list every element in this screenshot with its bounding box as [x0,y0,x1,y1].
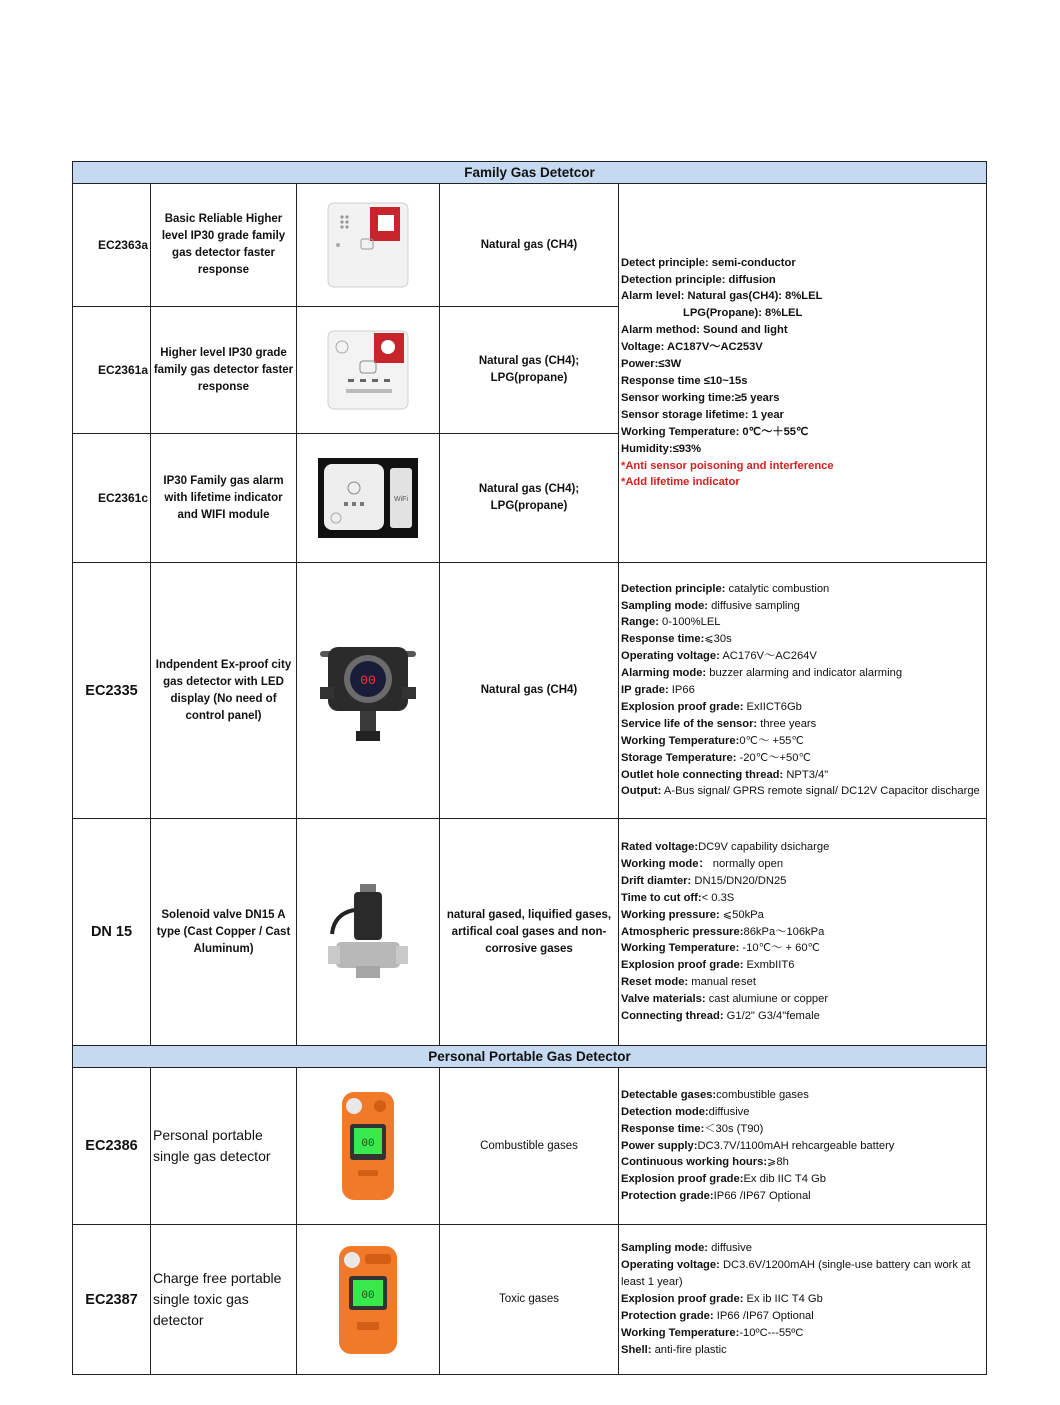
spec-line: Explosion proof grade: ExIICT6Gb [621,700,802,713]
led-display: 00 [360,672,376,688]
product-row [73,1068,987,1225]
product-row [73,184,987,307]
spec-line: Sampling mode: diffusive sampling [621,599,800,612]
spec-line: Operating voltage: DC3.6V/1200mAH (single-use battery can work at least 1 year) [621,1259,971,1289]
spec-line: Working pressure: ⩽50kPa [621,908,764,921]
model-number: DN 15 [73,819,151,1046]
lcd-display: 00 [361,1138,375,1150]
product-image-ec2361c [297,434,440,563]
spec-line: Alarm method: Sound and light [621,324,788,337]
spec-line: Output: A-Bus signal/ GPRS remote signal/ DC12V Capacitor discharge [621,785,980,798]
spec-line: Alarming mode: buzzer alarming and indicator alarming [621,667,903,680]
spec-line: Connecting thread: G1/2" G3/4"female [621,1010,820,1023]
model-number: EC2386 [73,1068,151,1225]
product-image-ec2387 [297,1225,440,1375]
gas-type: Toxic gases [440,1225,619,1375]
spec-line: Working Temperature: -10℃～ + 60℃ [621,942,821,955]
spec-line: Explosion proof grade: ExmbIIT6 [621,959,795,972]
lcd-display: 00 [361,1289,375,1302]
ec2387-spec-list [619,1225,987,1375]
wifi-label: WiFi [394,496,408,503]
spec-line: Response time:⩽30s [621,633,732,646]
spec-line: Working Temperature: 0℃～＋55℃ [621,425,809,438]
ec2386-spec-list [619,1068,987,1225]
portable-detector-icon [338,1088,398,1204]
gas-type: natural gased, liquified gases, artifical coal gases and non-corrosive gases [440,819,619,1046]
gas-type: Natural gas (CH4); LPG(propane) [440,307,619,434]
gas-detector-icon [322,327,414,413]
spec-line: Detection principle: catalytic combustion [621,582,830,595]
spec-highlight: *Anti sensor poisoning and interference [621,459,834,472]
spec-line: Working Temperature:-10ºC---55ºC [621,1326,804,1339]
spec-line: Power supply:DC3.7V/1100mAH rehcargeable battery [621,1139,895,1152]
spec-line: Operating voltage: AC176V～AC264V [621,650,817,663]
section-title: Personal Portable Gas Detector [73,1046,987,1068]
spec-line: Protection grade: IP66 /IP67 Optional [621,1309,814,1322]
spec-line: Valve materials: cast alumiune or copper [621,993,829,1006]
spec-line: Detectable gases:combustible gases [621,1088,809,1101]
ec2335-spec-list [619,563,987,819]
product-image-ec2361a [297,307,440,434]
spec-line: Sensor storage lifetime: 1 year [621,408,784,421]
dn15-spec-list [619,819,987,1046]
model-number: EC2361a [73,307,151,434]
product-row [73,563,987,819]
spec-line: Detection principle: diffusion [621,273,776,286]
spec-line: LPG(Propane): 8%LEL [683,307,803,320]
model-number: EC2361c [73,434,151,563]
spec-line: Power:≤3W [621,358,682,371]
spec-highlight: *Add lifetime indicator [621,476,740,489]
wifi-gas-detector-icon [318,458,418,538]
model-number: EC2335 [73,563,151,819]
spec-line: Response time ≤10~15s [621,375,748,387]
product-row [73,1225,987,1375]
spec-line: Detect principle: semi-conductor [621,256,796,269]
spec-line: Protection grade:IP66 /IP67 Optional [621,1190,811,1203]
spec-line: Continuous working hours:⩾8h [621,1156,789,1169]
spec-line: Voltage: AC187V～AC253V [621,341,763,354]
product-description: Higher level IP30 grade family gas detector faster response [151,307,297,434]
product-spec-table [72,161,987,1375]
product-description: Basic Reliable Higher level IP30 grade family gas detector faster response [151,184,297,307]
spec-line: Time to cut off:< 0.3S [621,891,735,904]
section-header-personal [73,1046,987,1068]
model-number: EC2363a [73,184,151,307]
product-image-ec2386 [297,1068,440,1225]
product-description: Solenoid valve DN15 A type (Cast Copper / Cast Aluminum) [151,819,297,1046]
spec-line: Service life of the sensor: three years [621,717,817,730]
product-row [73,819,987,1046]
gas-type: Combustible gases [440,1068,619,1225]
spec-line: Working Temperature:0℃～ +55℃ [621,734,804,747]
spec-line: Atmospheric pressure:86kPa～106kPa [621,925,825,938]
spec-line: Working mode： normally open [621,857,784,870]
spec-line: Range: 0-100%LEL [621,616,721,629]
gas-type: Natural gas (CH4) [440,184,619,307]
spec-line: Rated voltage:DC9V capability dsicharge [621,841,830,854]
spec-line: Reset mode: manual reset [621,976,756,989]
solenoid-valve-icon [326,880,410,984]
spec-line: Sampling mode: diffusive [621,1242,752,1255]
spec-line: Outlet hole connecting thread: NPT3/4" [621,768,829,781]
product-description: Personal portable single gas detector [151,1068,297,1225]
gas-detector-icon [322,199,414,291]
spec-line: Explosion proof grade: Ex ib IIC T4 Gb [621,1293,823,1306]
product-image-dn15 [297,819,440,1046]
section-header-family [73,162,987,184]
family-spec-list [619,184,987,563]
gas-type: Natural gas (CH4); LPG(propane) [440,434,619,563]
spec-line: Detection mode:diffusive [621,1105,750,1118]
spec-line: IP grade: IP66 [621,684,695,697]
product-description: Charge free portable single toxic gas detector [151,1225,297,1375]
portable-detector-icon [335,1242,401,1358]
spec-line: Drift diamter: DN15/DN20/DN25 [621,874,787,887]
spec-line: Explosion proof grade:Ex dib IIC T4 Gb [621,1173,826,1186]
section-title: Family Gas Detetcor [73,162,987,184]
spec-line: Humidity:≤93% [621,442,702,455]
model-number: EC2387 [73,1225,151,1375]
spec-line: Response time:＜30s (T90) [621,1122,764,1135]
spec-line: Sensor working time:≥5 years [621,391,780,404]
product-image-ec2363a [297,184,440,307]
product-image-ec2335 [297,563,440,819]
spec-line: Storage Temperature: -20℃～+50℃ [621,751,812,764]
product-description: IP30 Family gas alarm with lifetime indicator and WIFI module [151,434,297,563]
gas-type: Natural gas (CH4) [440,563,619,819]
product-description: Indpendent Ex-proof city gas detector with LED display (No need of control panel) [151,563,297,819]
exproof-detector-icon [320,637,416,745]
spec-line: Shell: anti-fire plastic [621,1343,727,1356]
spec-line: Alarm level: Natural gas(CH4): 8%LEL [621,290,823,303]
